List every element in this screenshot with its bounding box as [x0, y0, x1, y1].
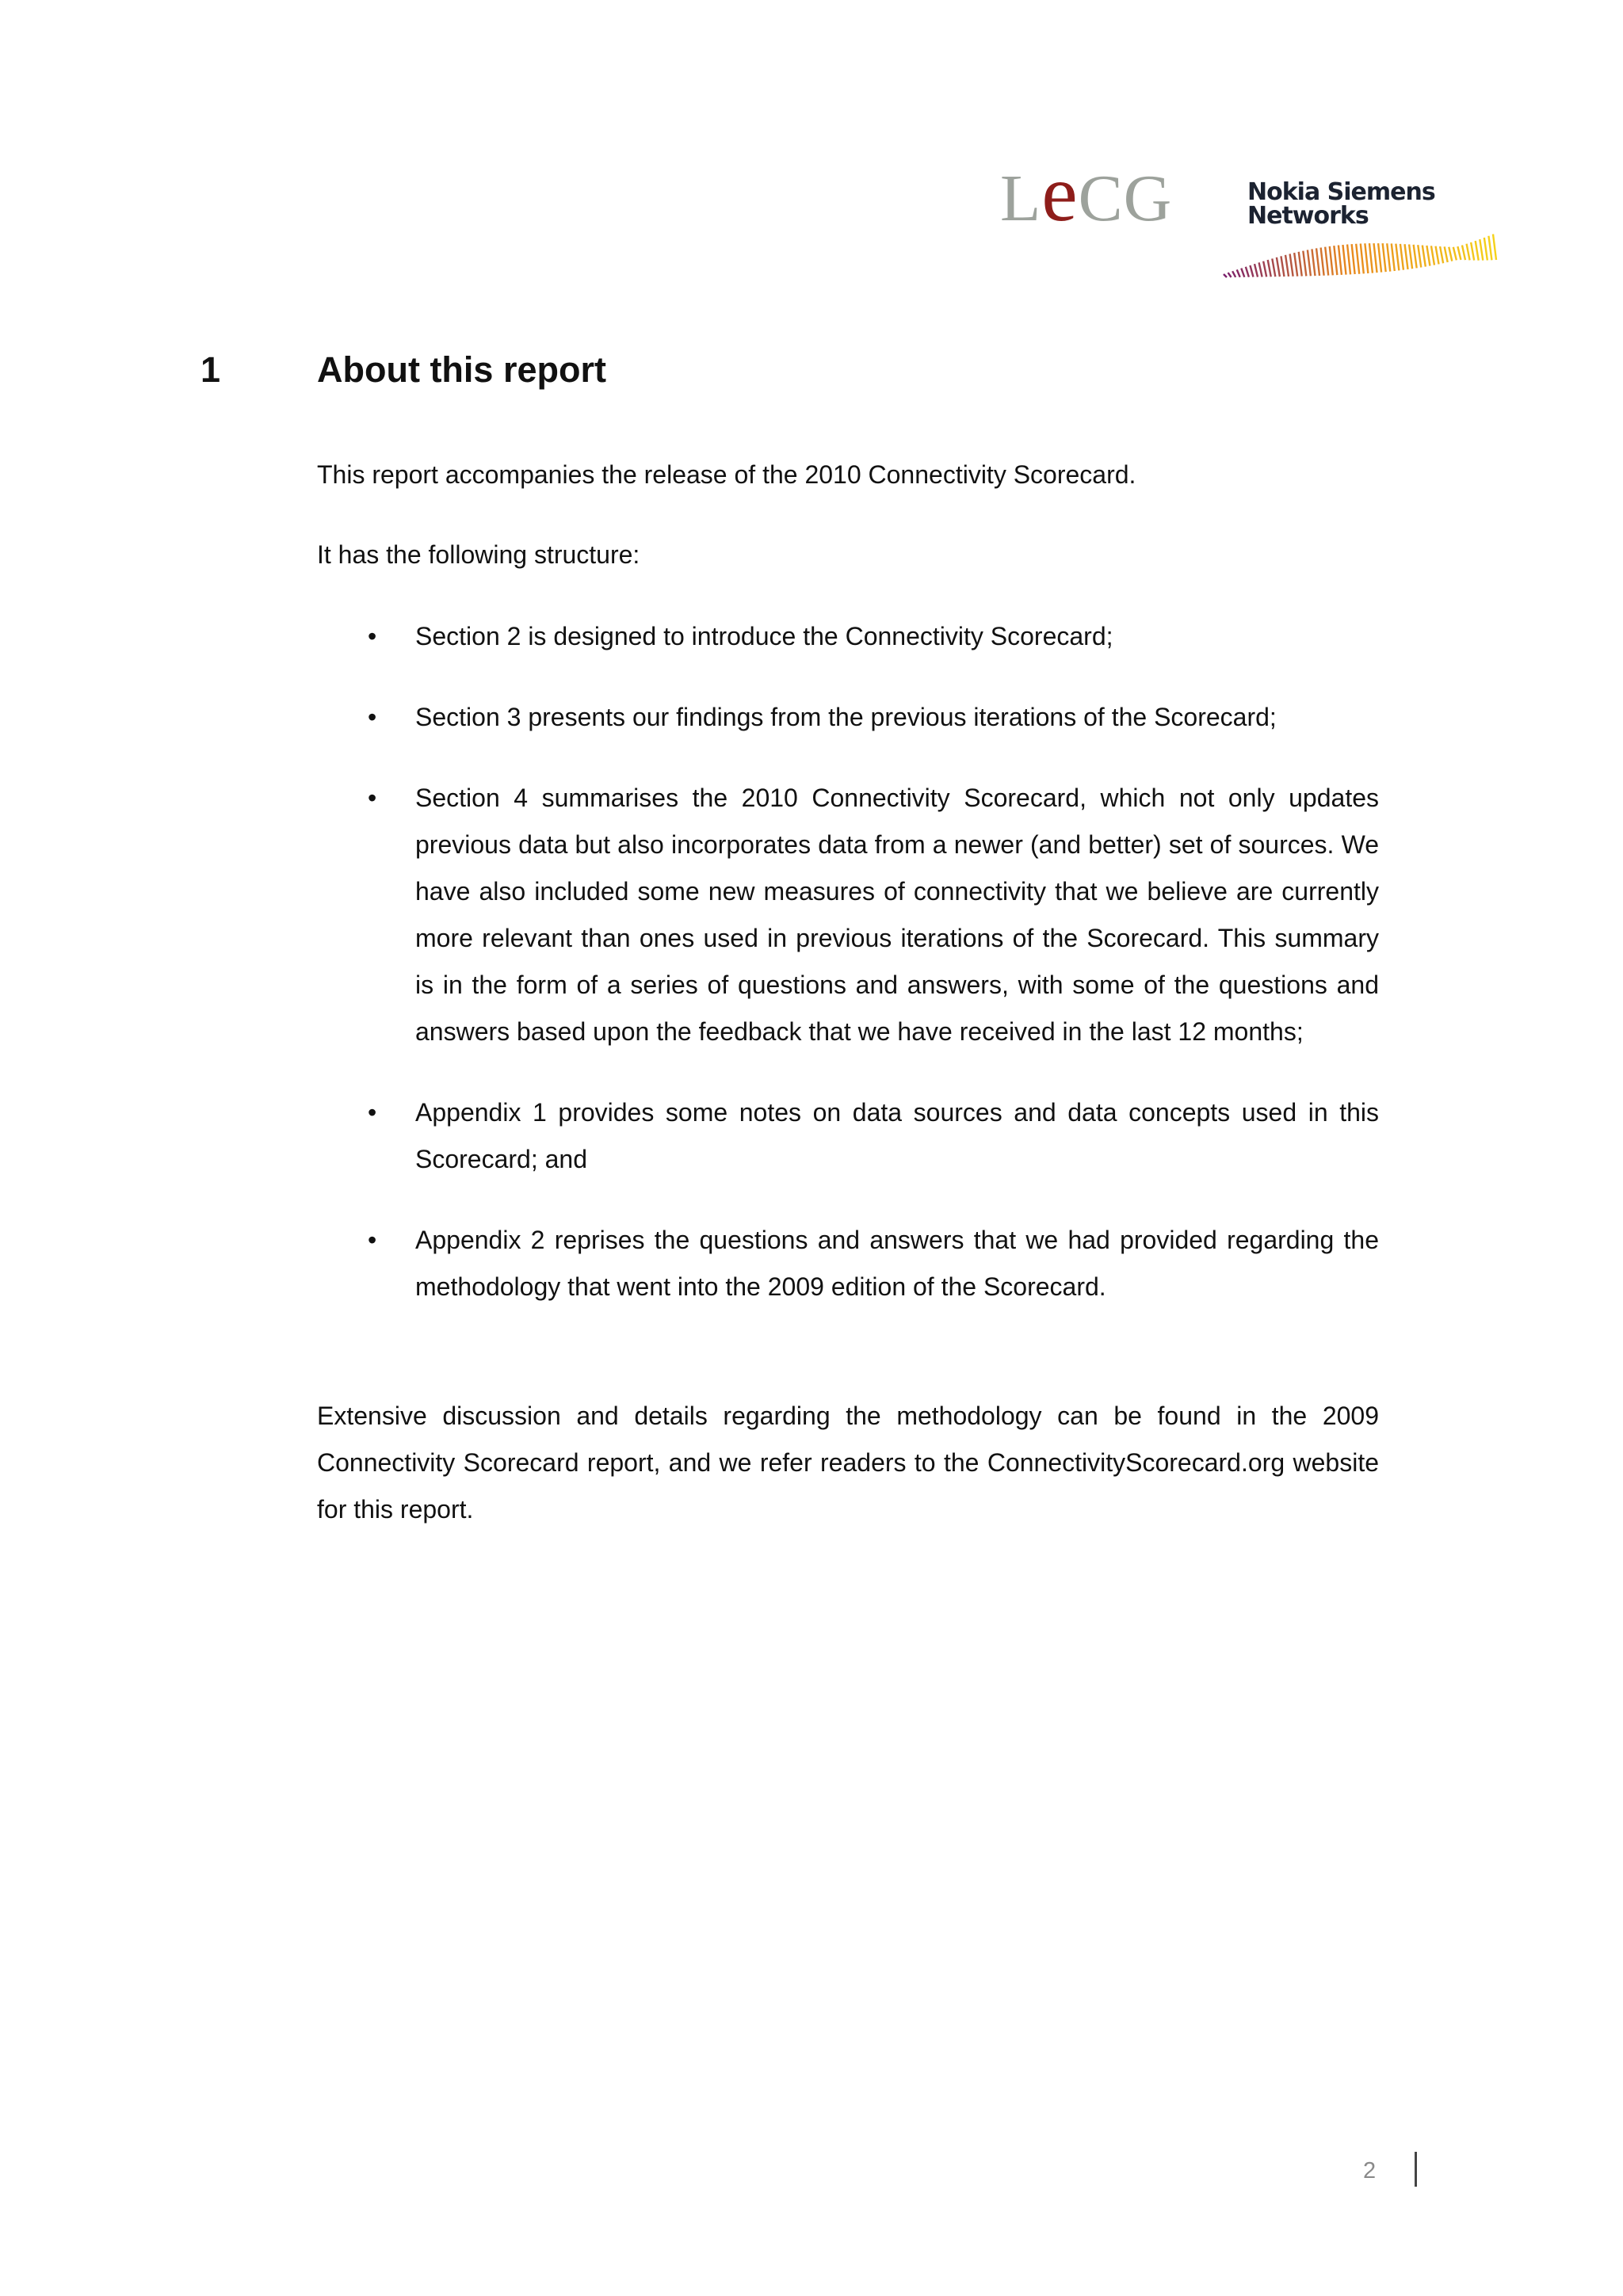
nsn-wave-stripe	[1338, 245, 1342, 274]
nsn-wave-stripe	[1418, 245, 1421, 267]
nsn-wave-stripe	[1321, 247, 1324, 275]
nsn-wave-stripe	[1387, 243, 1390, 271]
nsn-wave-stripe	[1440, 246, 1443, 263]
lecg-letter-c: C	[1078, 162, 1124, 235]
list-item-text: Section 2 is designed to introduce the Connectivity Scorecard;	[415, 622, 1113, 650]
list-item	[317, 775, 1379, 1055]
nsn-wave-stripe	[1431, 246, 1434, 265]
nsn-wave-stripe	[1268, 260, 1271, 277]
bullet-icon: •	[368, 784, 377, 812]
nsn-wave-stripe	[1471, 242, 1474, 261]
nsn-wave-stripe	[1312, 249, 1315, 276]
nsn-wave-stripe	[1400, 244, 1403, 270]
nsn-wave-stripe	[1246, 267, 1249, 277]
lecg-letter-e: e	[1041, 149, 1079, 238]
nsn-wave-stripe	[1325, 247, 1328, 276]
nsn-wave-stripe	[1453, 247, 1457, 261]
nsn-wave-stripe	[1277, 257, 1280, 277]
nsn-wave-stripe	[1342, 245, 1346, 275]
nsn-wave-stripe	[1365, 243, 1368, 273]
nsn-wave-stripe	[1493, 235, 1496, 261]
list-item	[317, 1217, 1379, 1310]
page-number: 2	[1363, 2158, 1377, 2183]
section-title: About this report	[317, 349, 606, 390]
nsn-wave-stripe	[1436, 246, 1439, 265]
page-header	[0, 0, 1623, 317]
list-item-text: Appendix 1 provides some notes on data sources and data concepts used in this Scorecard; and	[415, 1098, 1379, 1173]
nsn-wave-stripe	[1480, 239, 1483, 261]
nsn-wave-stripe	[1250, 265, 1253, 277]
nsn-wave-stripe	[1281, 256, 1284, 277]
nsn-wave-stripe	[1259, 262, 1262, 277]
nsn-wave-stripe	[1303, 251, 1306, 277]
nsn-wave-stripe	[1405, 244, 1408, 269]
nsn-wave-stripe	[1476, 241, 1479, 261]
structure-paragraph: It has the following structure:	[317, 540, 640, 569]
intro-paragraph: This report accompanies the release of the 2010 Connectivity Scorecard.	[317, 460, 1136, 489]
nsn-wave-stripe	[1241, 269, 1244, 277]
list-item-text: Section 4 summarises the 2010 Connectivity Scorecard, which not only updates previous data but also incorporates data from a newer (and better) set of sources. We have also included some new measures of connectivity that we believe are currently more relevant than ones used in previous iterations of the Scorecard. This summary is in the form of a series of questions and answers, with some of the questions and answers based upon the feedback that we have received in the last 12 months;	[415, 784, 1379, 1046]
lecg-letter-g: G	[1123, 162, 1173, 235]
nsn-wave-stripe	[1316, 248, 1319, 276]
nsn-wave-stripe	[1378, 243, 1381, 273]
bullet-icon: •	[368, 622, 377, 650]
nsn-wave-stripe	[1254, 264, 1258, 277]
nsn-logo-line1: Nokia Siemens	[1247, 178, 1435, 206]
bullet-icon: •	[368, 1226, 377, 1254]
nsn-wave-stripe	[1232, 271, 1235, 277]
nsn-wave-stripe	[1445, 246, 1448, 262]
nsn-logo-text	[1247, 178, 1435, 230]
list-item-text: Section 3 presents our findings from the previous iterations of the Scorecard;	[415, 703, 1277, 731]
nsn-wave-stripe	[1484, 238, 1487, 261]
nsn-wave-stripe	[1224, 274, 1227, 277]
nsn-logo-line2: Networks	[1247, 202, 1369, 230]
nsn-wave-stripe	[1369, 243, 1373, 273]
nsn-wave-stripe	[1426, 246, 1430, 266]
nsn-wave-stripe	[1228, 273, 1232, 277]
nsn-wave-stripe	[1356, 244, 1359, 274]
nsn-wave-stripe	[1272, 258, 1275, 277]
list-item	[317, 613, 1379, 660]
list-item	[317, 1089, 1379, 1183]
list-item-text: Appendix 2 reprises the questions and answers that we had provided regarding the methodology that went into the 2009 edition of the Scorecard.	[415, 1226, 1379, 1301]
nsn-wave-stripe	[1383, 243, 1386, 272]
nsn-wave-stripe	[1352, 244, 1355, 274]
nsn-wave-stripe	[1361, 243, 1364, 273]
closing-paragraph: Extensive discussion and details regarding the methodology can be found in the 2009 Connectivity Scorecard report, and we refer readers to the ConnectivityScorecard.org website for this report.	[317, 1402, 1379, 1524]
nsn-wave-stripe	[1462, 245, 1465, 260]
nsn-wave-stripe	[1374, 243, 1377, 273]
nsn-wave-stripe	[1449, 247, 1452, 261]
nsn-wave-stripe	[1409, 244, 1412, 269]
nokia-siemens-networks-logo	[1220, 174, 1498, 301]
bullet-icon: •	[368, 703, 377, 731]
nsn-wave-stripe	[1488, 236, 1491, 261]
nsn-wave-stripe	[1334, 246, 1337, 275]
nsn-wave-stripe	[1392, 243, 1395, 271]
bullet-icon: •	[368, 1098, 377, 1127]
nsn-wave-stripe	[1396, 244, 1399, 271]
nsn-wave-stripe	[1467, 244, 1470, 261]
nsn-wave-stripe	[1294, 253, 1297, 277]
nsn-wave-stripe	[1263, 261, 1266, 277]
nsn-wave-stripe	[1299, 252, 1302, 277]
nsn-wave-stripe	[1308, 250, 1311, 276]
structure-bullet-list	[317, 613, 1379, 1344]
nsn-wave-stripe	[1414, 245, 1417, 269]
nsn-wave-stripe	[1237, 269, 1240, 277]
nsn-wave-stripe	[1423, 246, 1426, 267]
nsn-wave-stripe	[1457, 246, 1461, 260]
nsn-wave-stripe	[1347, 244, 1350, 274]
list-item	[317, 694, 1379, 741]
lecg-letter-l: L	[1000, 162, 1042, 235]
lecg-logo	[1000, 151, 1172, 238]
page-number-rule	[1415, 2152, 1417, 2187]
nsn-wave-stripe	[1290, 254, 1293, 276]
section-number: 1	[200, 349, 221, 390]
nsn-wave-stripe	[1285, 255, 1289, 277]
nsn-wave-stripe	[1330, 246, 1333, 276]
